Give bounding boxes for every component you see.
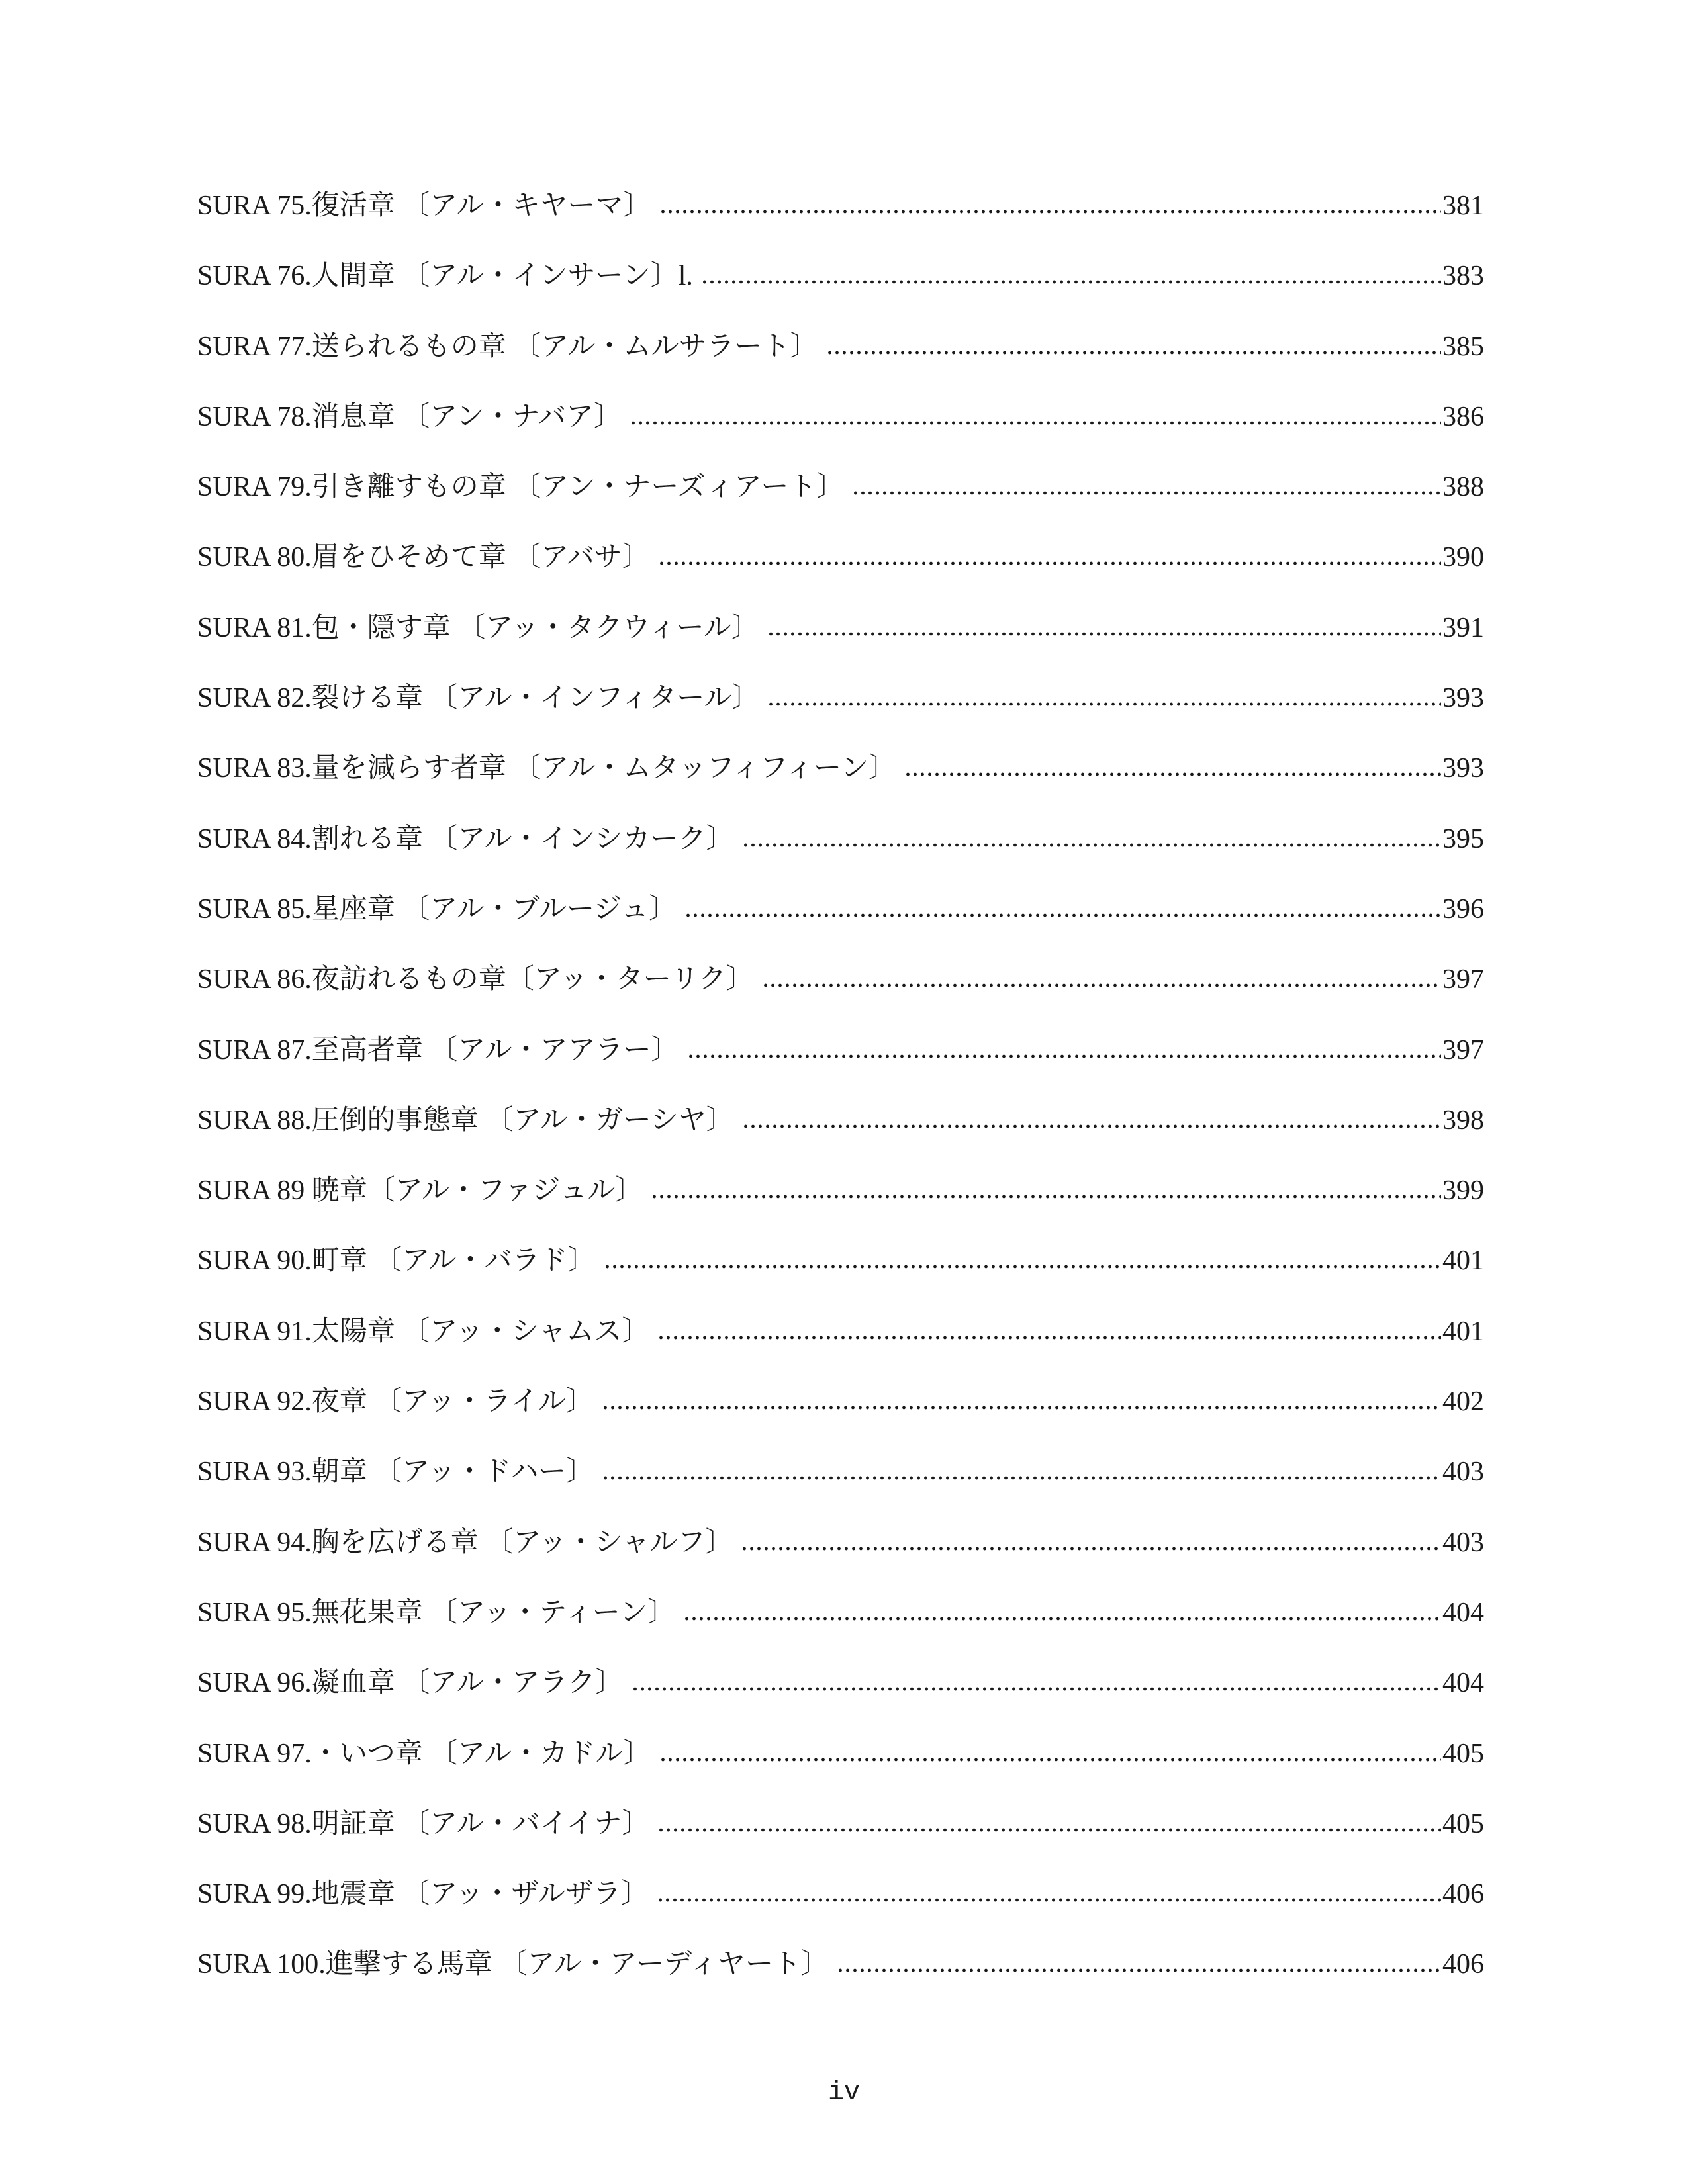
toc-page-number: 403	[1442, 1457, 1484, 1488]
toc-entry[interactable]	[197, 1950, 1484, 2021]
toc-page-number: 381	[1442, 191, 1484, 221]
dot-leader	[651, 1194, 1441, 1199]
toc-entry[interactable]	[197, 614, 1484, 684]
dot-leader	[687, 1054, 1441, 1059]
toc-page-number: 403	[1442, 1527, 1484, 1558]
toc-entry[interactable]	[197, 262, 1484, 332]
toc-page-number: 388	[1442, 472, 1484, 503]
toc-entry-title: SURA 84.割れる章 〔アル・インシカーク〕	[197, 823, 734, 854]
dot-leader	[604, 1264, 1441, 1269]
toc-entry[interactable]	[197, 473, 1484, 543]
toc-entry-title: SURA 93.朝章 〔アッ・ドハー〕	[197, 1457, 594, 1488]
toc-entry[interactable]	[197, 1529, 1484, 1599]
toc-page-number: 397	[1442, 1034, 1484, 1066]
toc-entry-title: SURA 82.裂ける章 〔アル・インフィタール〕	[197, 683, 760, 714]
toc-entry[interactable]	[197, 1599, 1484, 1669]
toc-entry-title: SURA 80.眉をひそめて章 〔アバサ〕	[197, 542, 650, 573]
toc-entry-title: SURA 91.太陽章 〔アッ・シャムス〕	[197, 1316, 650, 1347]
toc-entry[interactable]	[197, 1740, 1484, 1810]
toc-entry[interactable]	[197, 825, 1484, 895]
toc-page-number: 393	[1442, 753, 1484, 784]
toc-page-number: 406	[1442, 1879, 1484, 1910]
toc-entry[interactable]	[197, 966, 1484, 1036]
toc-page-number: 386	[1442, 401, 1484, 432]
toc-page-number: 383	[1442, 261, 1484, 292]
toc-entry-title: SURA 86.夜訪れるもの章〔アッ・ターリク〕	[197, 964, 754, 995]
toc-entry[interactable]	[197, 895, 1484, 966]
toc-entry-title: SURA 99.地震章 〔アッ・ザルザラ〕	[197, 1879, 649, 1910]
toc-entry[interactable]	[197, 1388, 1484, 1458]
dot-leader	[657, 1827, 1441, 1833]
toc-entry[interactable]	[197, 1318, 1484, 1388]
dot-leader	[767, 631, 1441, 637]
dot-leader	[904, 772, 1441, 777]
dot-leader	[762, 983, 1441, 988]
toc-page-number: 397	[1442, 964, 1484, 995]
toc-page-number: 406	[1442, 1949, 1484, 1980]
toc-entry-title: SURA 96.凝血章 〔アル・アラク〕	[197, 1668, 624, 1699]
toc-entry-title: SURA 95.無花果章 〔アッ・ティーン〕	[197, 1597, 676, 1628]
dot-leader	[767, 702, 1441, 707]
toc-entry[interactable]	[197, 1247, 1484, 1317]
toc-entry-title: SURA 88.圧倒的事態章 〔アル・ガーシヤ〕	[197, 1105, 734, 1136]
toc-entry[interactable]	[197, 543, 1484, 614]
toc-page-number: 404	[1442, 1668, 1484, 1699]
toc-entry-title: SURA 85.星座章 〔アル・ブルージュ〕	[197, 893, 677, 925]
dot-leader	[630, 420, 1441, 426]
dot-leader	[659, 209, 1441, 214]
toc-entry-title: SURA 98.明証章 〔アル・バイイナ〕	[197, 1808, 650, 1839]
toc-entry-title: SURA 87.至高者章 〔アル・アアラー〕	[197, 1034, 679, 1066]
toc-entry-title: SURA 94.胸を広げる章 〔アッ・シャルフ〕	[197, 1527, 733, 1558]
toc-entry-title: SURA 81.包・隠す章 〔アッ・タクウィール〕	[197, 612, 759, 643]
toc-entry-title: SURA 78.消息章 〔アン・ナバア〕	[197, 401, 622, 432]
toc-entry[interactable]	[197, 1669, 1484, 1739]
toc-page-number: 391	[1442, 612, 1484, 643]
toc-entry-title: SURA 83.量を減らす者章 〔アル・ムタッフィフィーン〕	[197, 753, 896, 784]
dot-leader	[742, 842, 1442, 848]
toc-entry[interactable]	[197, 1880, 1484, 1950]
toc-entry[interactable]	[197, 333, 1484, 403]
toc-entry[interactable]	[197, 403, 1484, 473]
toc-page-number: 405	[1442, 1738, 1484, 1769]
toc-page-number: 404	[1442, 1597, 1484, 1628]
toc-page-number: 405	[1442, 1808, 1484, 1839]
toc-entry[interactable]	[197, 1810, 1484, 1880]
toc-entry-title: SURA 77.送られるもの章 〔アル・ムルサラート〕	[197, 331, 818, 362]
toc-page-number: 395	[1442, 823, 1484, 854]
dot-leader	[657, 1335, 1441, 1340]
toc-entry-title: SURA 89 暁章〔アル・ファジュル〕	[197, 1175, 643, 1206]
dot-leader	[684, 913, 1441, 918]
table-of-contents	[197, 192, 1484, 2021]
toc-page-number: 401	[1442, 1246, 1484, 1277]
dot-leader	[657, 1897, 1441, 1903]
dot-leader	[837, 1968, 1441, 1973]
dot-leader	[826, 350, 1441, 355]
toc-entry-title: SURA 92.夜章 〔アッ・ライル〕	[197, 1387, 594, 1418]
toc-page-number: 398	[1442, 1105, 1484, 1136]
dot-leader	[602, 1475, 1441, 1480]
toc-entry-title: SURA 75.復活章 〔アル・キヤーマ〕	[197, 191, 651, 221]
dot-leader	[658, 561, 1441, 566]
toc-page-number: 399	[1442, 1175, 1484, 1206]
toc-entry[interactable]	[197, 754, 1484, 825]
dot-leader	[701, 279, 1441, 285]
toc-entry[interactable]	[197, 1458, 1484, 1528]
toc-page-number: 396	[1442, 893, 1484, 925]
dot-leader	[602, 1405, 1441, 1410]
toc-page-number: 401	[1442, 1316, 1484, 1347]
toc-entry[interactable]	[197, 1177, 1484, 1247]
toc-entry[interactable]	[197, 1107, 1484, 1177]
toc-entry-title: SURA 76.人間章 〔アル・インサーン〕l.	[197, 261, 693, 292]
toc-entry-title: SURA 100.進撃する馬章 〔アル・アーディヤート〕	[197, 1949, 829, 1980]
dot-leader	[683, 1616, 1441, 1621]
page-number-footer: iv	[827, 2078, 860, 2108]
toc-page-number: 385	[1442, 331, 1484, 362]
dot-leader	[632, 1686, 1441, 1692]
toc-entry[interactable]	[197, 1036, 1484, 1107]
dot-leader	[659, 1757, 1441, 1762]
toc-entry-title: SURA 79.引き離すもの章 〔アン・ナーズィアート〕	[197, 472, 845, 503]
dot-leader	[852, 490, 1441, 496]
toc-page-number: 390	[1442, 542, 1484, 573]
toc-page-number: 393	[1442, 683, 1484, 714]
toc-entry-title: SURA 90.町章 〔アル・バラド〕	[197, 1246, 596, 1277]
dot-leader	[742, 1124, 1441, 1129]
toc-page-number: 402	[1442, 1387, 1484, 1418]
toc-entry[interactable]	[197, 192, 1484, 262]
dot-leader	[741, 1546, 1441, 1551]
toc-entry[interactable]	[197, 684, 1484, 754]
toc-entry-title: SURA 97.・いつ章 〔アル・カドル〕	[197, 1738, 651, 1769]
